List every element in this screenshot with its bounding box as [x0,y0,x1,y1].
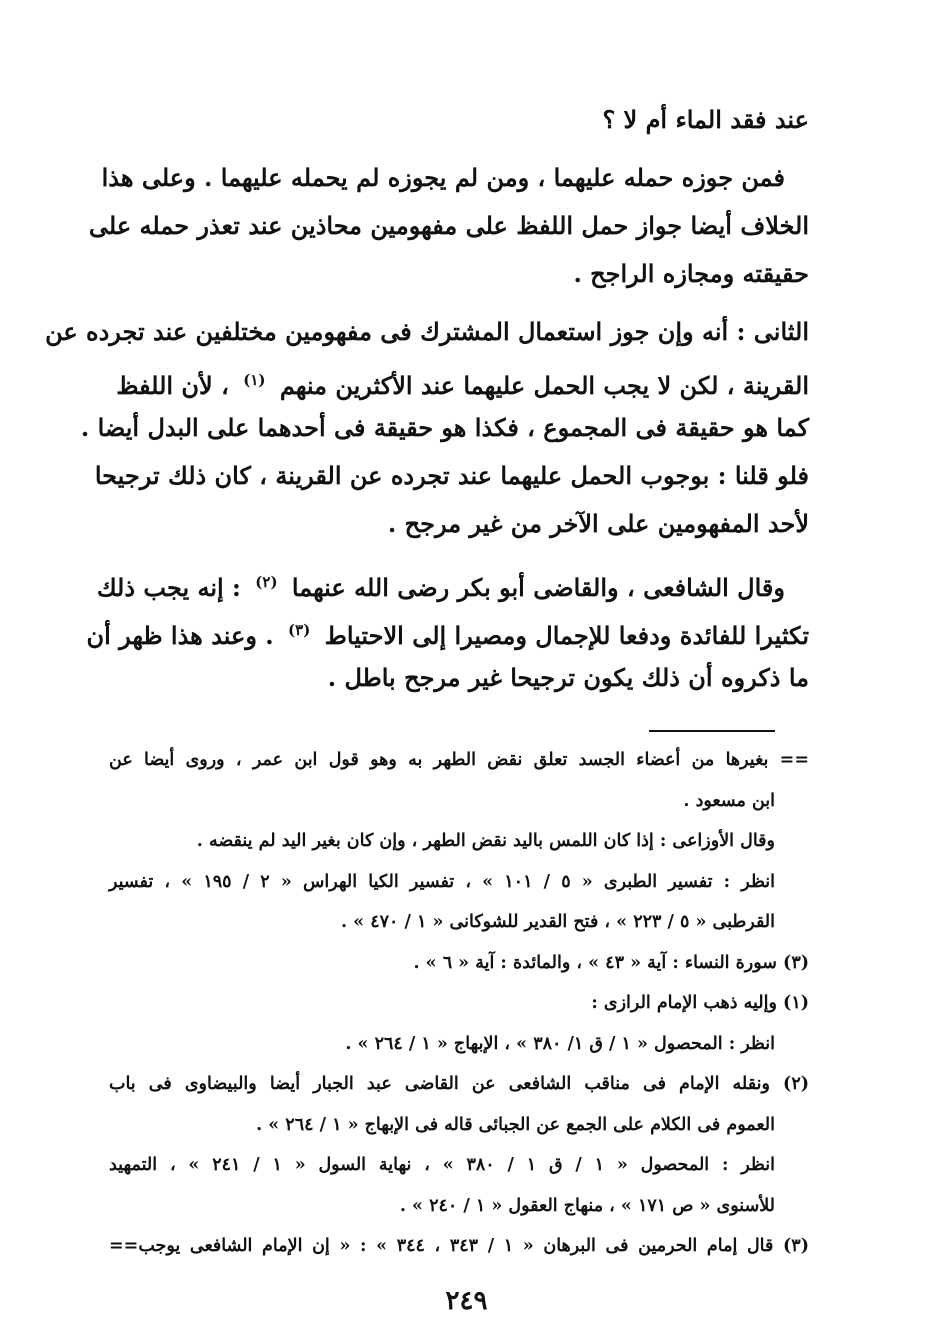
text-line [116,356,809,404]
footnote-ref: (٢) [255,573,278,591]
footnote-line: (٣) سورة النساء : آية « ٤٣ » ، والمائدة : آية « ٦ » . [413,952,809,973]
footnote-line: ابن مسعود . [683,790,775,811]
footnote-line: انظر : المحصول « ١ / ق ١/ ٣٨٠ » ، الإبهاج « ١ / ٢٦٤ » . [345,1033,775,1054]
text-line: فلو قلنا : بوجوب الحمل عليهما عند تجرده عن القرينة ، كان ذلك ترجيحا [94,461,809,490]
footnotes [109,740,809,1267]
text-line: لأحد المفهومين على الآخر من غير مرجح . [387,509,809,538]
text-line [86,606,809,654]
footnote-line: (١) وإليه ذهب الإمام الرازى : [591,993,809,1013]
text-segment: . وعند هذا ظهر أن [86,621,274,650]
footnote-line: وقال الأوزاعى : إذا كان اللمس باليد نقض الطهر ، وإن كان بغير اليد لم ينقضه . [196,831,775,851]
text-line: عند فقد الماء أم لا ؟ [602,105,809,134]
main-text [45,96,809,702]
footnote-line: العموم فى الكلام على الجمع عن الجبائى قاله فى الإبهاج « ١ / ٢٦٤ » . [256,1114,775,1135]
footnote-line: انظر : تفسير الطبرى « ٥ / ١٠١ » ، تفسير الكيا الهراس « ٢ / ١٩٥ » ، تفسير [109,871,776,892]
footnote-line: القرطبى « ٥ / ٢٢٣ » ، فتح القدير للشوكانى « ١ / ٤٧٠ » . [341,912,775,932]
footnote-line: == بغيرها من أعضاء الجسد تعلق نقض الطهر به وهو قول ابن عمر ، وروى أيضا عن [109,750,809,770]
text-line [96,558,809,606]
text-segment: تكثيرا للفائدة ودفعا للإجمال ومصيرا إلى الاحتياط [324,621,809,650]
footnote-line: للأسنوى « ص ١٧١ » ، منهاج العقول « ١ / ٢٤٠ » . [399,1195,775,1216]
text-line: فمن جوزه حمله عليهما ، ومن لم يجوزه لم يحمله عليهما . وعلى هذا [101,163,785,192]
text-segment: ، لأن اللفظ [116,371,229,400]
text-segment: وقال الشافعى ، والقاضى أبو بكر رضى الله عنهما [291,573,785,602]
footnote-line: (٣) قال إمام الحرمين فى البرهان « ١ / ٣٤٣ ، ٣٤٤ » : « إن الإمام الشافعى يوجب== [109,1236,809,1256]
text-segment: : إنه يجب ذلك [96,573,241,602]
footnote-separator [649,730,775,732]
footnote-line: انظر : المحصول « ١ / ق ١ / ٣٨٠ » ، نهاية السول « ١ / ٢٤١ » ، التمهيد [109,1155,776,1175]
text-line: ما ذكروه أن ذلك يكون ترجيحا غير مرجح باطل . [327,663,809,692]
text-line: الثانى : أنه وإن جوز استعمال المشترك فى مفهومين مختلفين عند تجرده عن [45,317,809,346]
footnote-ref: (٣) [288,621,311,639]
text-line: حقيقته ومجازه الراجح . [573,259,809,288]
footnote-ref: (١) [243,371,266,389]
footnote-line: (٢) ونقله الإمام فى مناقب الشافعى عن القاضى عبد الجبار أيضا والبيضاوى فى باب [109,1074,809,1094]
page-number: ٢٤٩ [445,1286,488,1316]
text-line: الخلاف أيضا جواز حمل اللفظ على مفهومين محاذين عند تعذر حمله على [88,211,809,240]
text-segment: القرينة ، لكن لا يجب الحمل عليهما عند الأكثرين منهم [279,371,809,400]
text-line: كما هو حقيقة فى المجموع ، فكذا هو حقيقة فى أحدهما على البدل أيضا . [80,413,809,442]
